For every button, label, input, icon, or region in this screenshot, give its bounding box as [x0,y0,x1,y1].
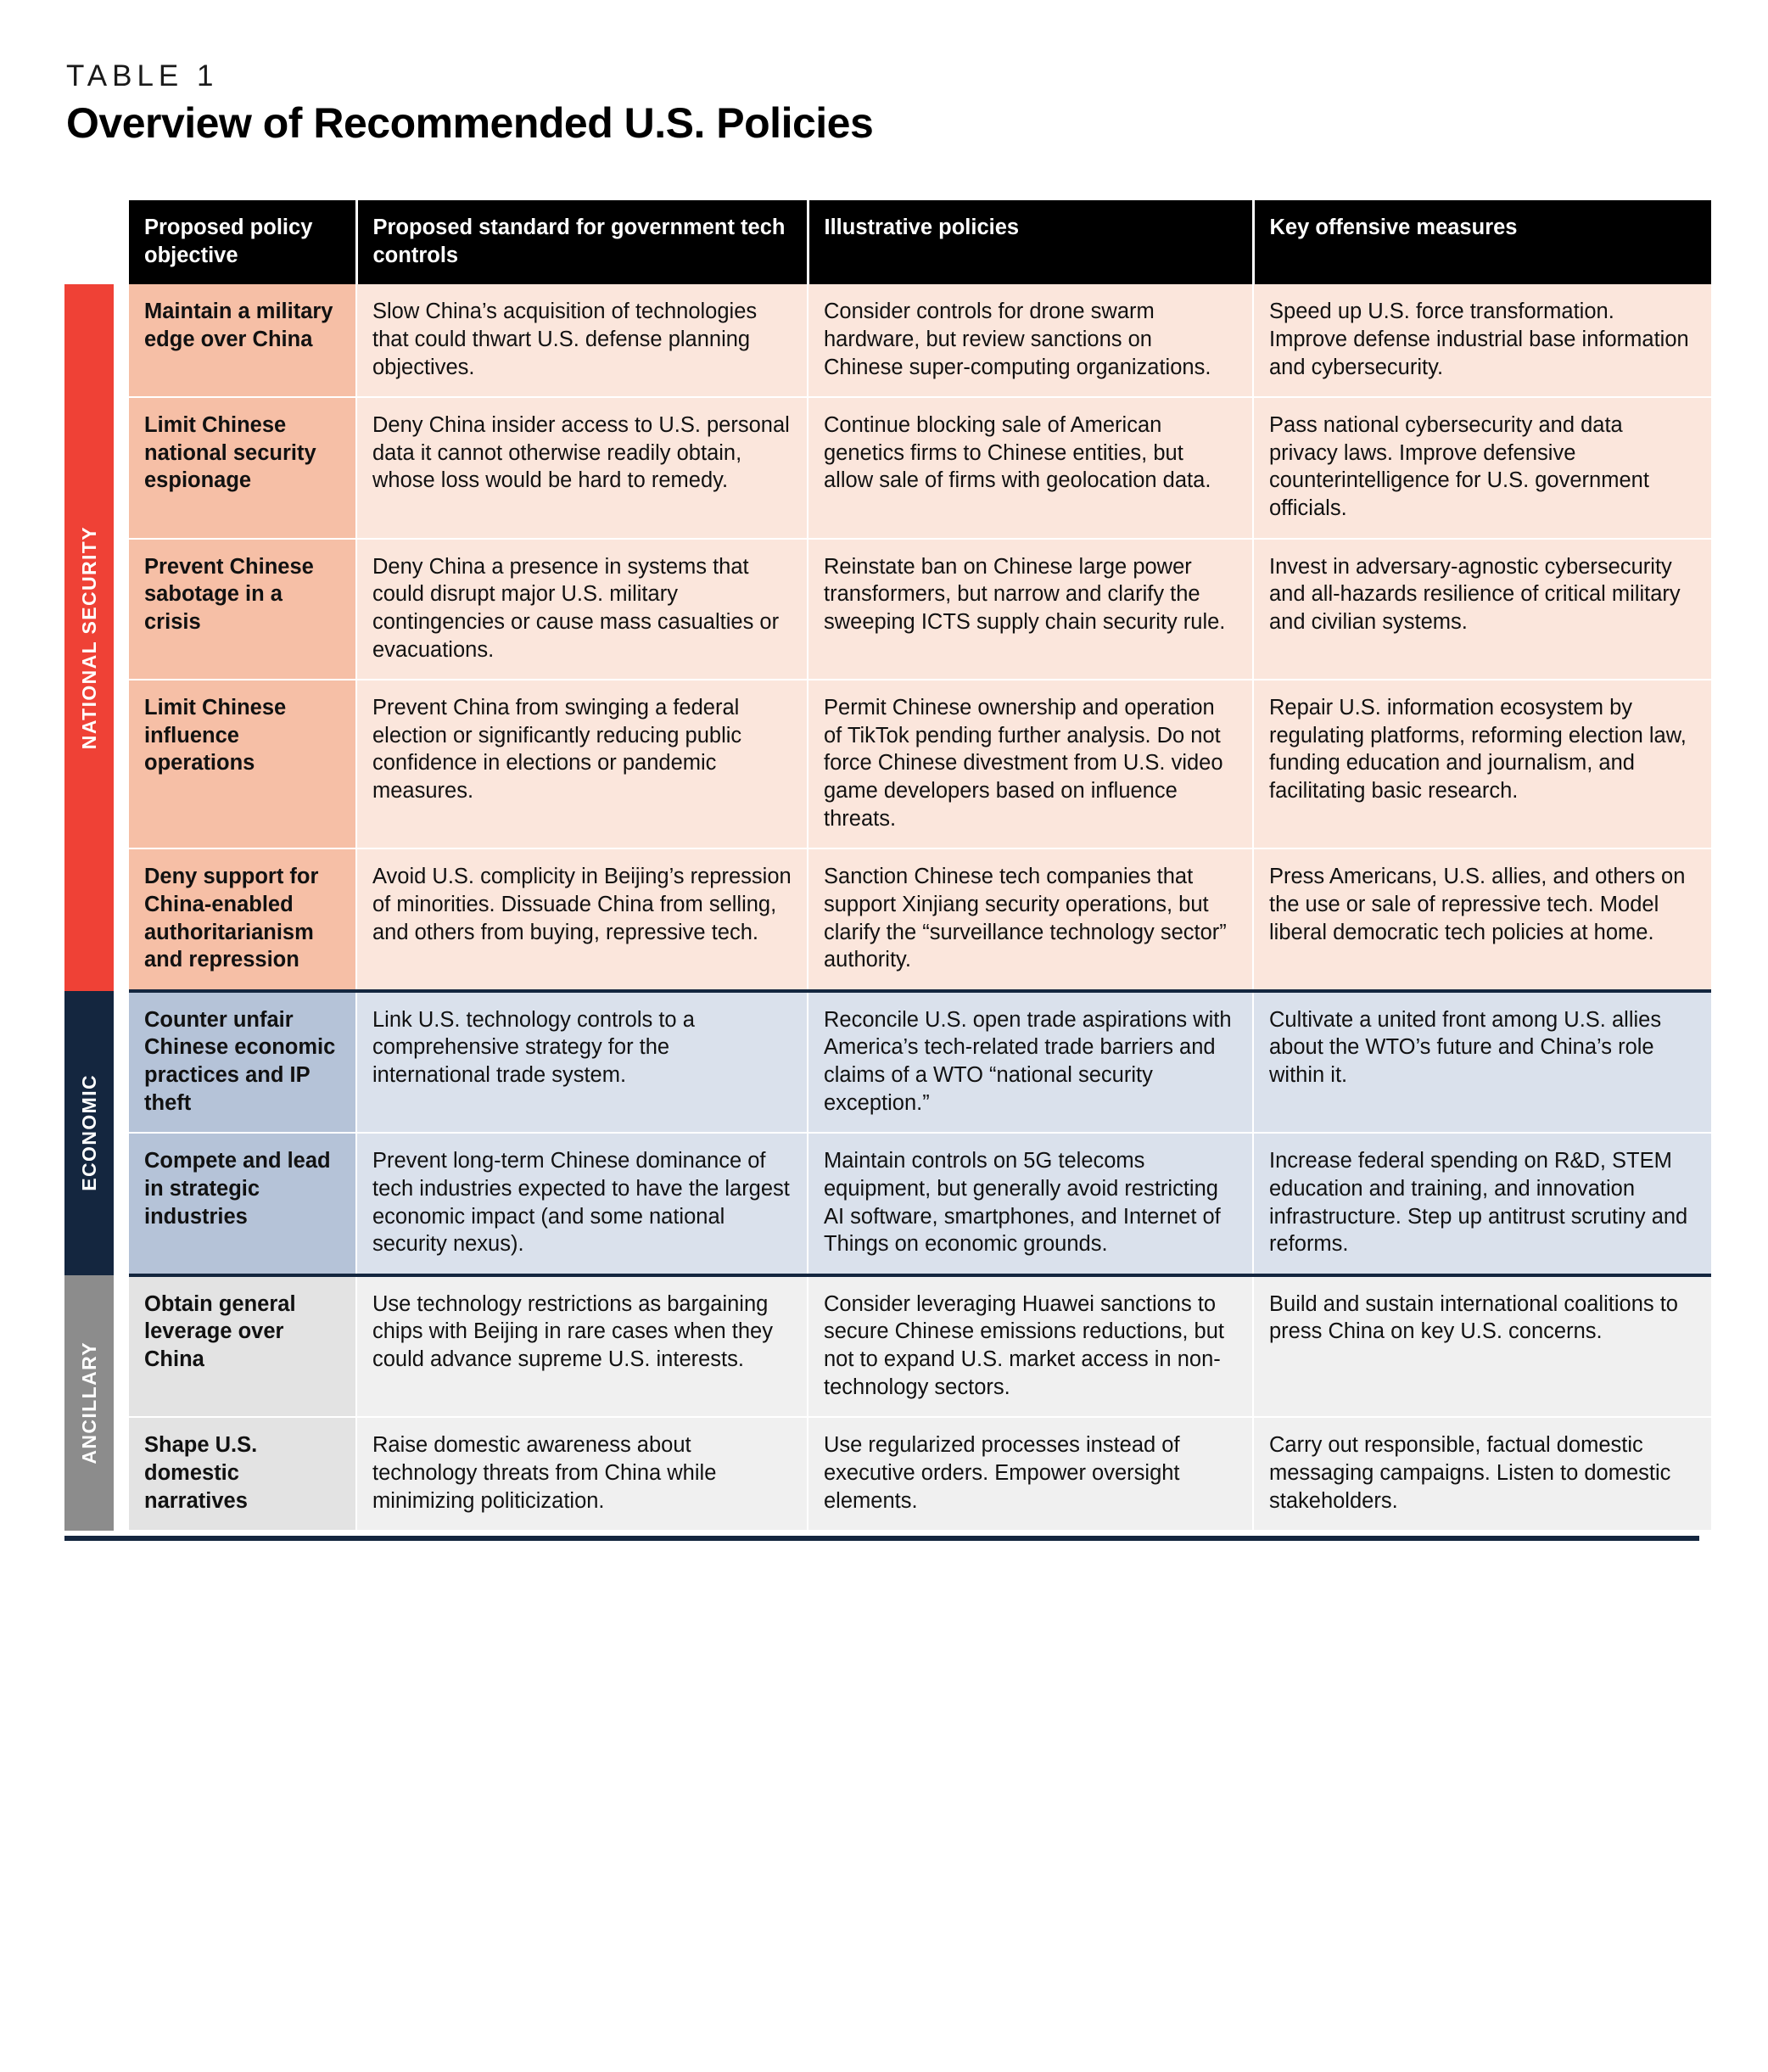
cell-standard: Deny China a presence in systems that could disrupt major U.S. military contingencies or cause mass casualties or evacuations. [356,539,808,680]
section-rail-ancillary [64,1275,114,1531]
cell-standard: Slow China’s acquisition of technologies that could thwart U.S. defense planning objectives. [356,284,808,397]
bottom-rule [64,1536,1699,1541]
cell-policies: Maintain controls on 5G telecoms equipment, but generally avoid restricting AI software, smartphones, and Internet of Things on economic grounds. [808,1133,1253,1275]
cell-standard: Prevent China from swinging a federal election or significantly reducing public confidence in elections or pandemic measures. [356,680,808,848]
cell-objective: Shape U.S. domestic narratives [129,1417,356,1531]
cell-standard: Use technology restrictions as bargaining chips with Beijing in rare cases when they could advance supreme U.S. interests. [356,1275,808,1418]
cell-policies: Permit Chinese ownership and operation of TikTok pending further analysis. Do not force Chinese divestment from U.S. video game developers based on influence threats. [808,680,1253,848]
cell-policies: Sanction Chinese tech companies that support Xinjiang security operations, but clarify the “surveillance technology sector” authority. [808,848,1253,991]
cell-offensive: Build and sustain international coalitions to press China on key U.S. concerns. [1253,1275,1711,1418]
cell-objective: Maintain a military edge over China [129,284,356,397]
column-header-offensive: Key offensive measures [1253,200,1711,284]
header-row [129,200,1711,284]
cell-objective: Limit Chinese national security espionage [129,397,356,539]
table-eyebrow: TABLE 1 [66,59,219,92]
cell-policies: Consider controls for drone swarm hardware, but review sanctions on Chinese super-computing organizations. [808,284,1253,397]
column-header-objective: Proposed policy objective [129,200,356,284]
section-rail-label: ECONOMIC [77,1074,100,1192]
table-row [129,1417,1711,1531]
column-header-policies: Illustrative policies [808,200,1253,284]
cell-objective: Compete and lead in strategic industries [129,1133,356,1275]
section-rail-label: NATIONAL SECURITY [77,525,100,750]
table-row [129,1133,1711,1275]
cell-objective: Prevent Chinese sabotage in a crisis [129,539,356,680]
cell-standard: Link U.S. technology controls to a comprehensive strategy for the international trade system. [356,991,808,1134]
page-title: Overview of Recommended U.S. Policies [66,99,874,147]
cell-offensive: Repair U.S. information ecosystem by regulating platforms, reforming election law, funding education and journalism, and facilitating basic research. [1253,680,1711,848]
cell-objective: Obtain general leverage over China [129,1275,356,1418]
cell-standard: Deny China insider access to U.S. personal data it cannot otherwise readily obtain, whose loss would be hard to remedy. [356,397,808,539]
cell-offensive: Speed up U.S. force transformation. Improve defense industrial base information and cybersecurity. [1253,284,1711,397]
cell-policies: Reconcile U.S. open trade aspirations with America’s tech-related trade barriers and claims of a WTO “national security exception.” [808,991,1253,1134]
cell-standard: Raise domestic awareness about technology threats from China while minimizing politicization. [356,1417,808,1531]
cell-policies: Reinstate ban on Chinese large power transformers, but narrow and clarify the sweeping ICTS supply chain security rule. [808,539,1253,680]
cell-offensive: Invest in adversary-agnostic cybersecurity and all-hazards resilience of critical military and civilian systems. [1253,539,1711,680]
cell-standard: Prevent long-term Chinese dominance of tech industries expected to have the largest economic impact (and some national security nexus). [356,1133,808,1275]
cell-policies: Continue blocking sale of American genetics firms to Chinese entities, but allow sale of firms with geolocation data. [808,397,1253,539]
cell-offensive: Carry out responsible, factual domestic messaging campaigns. Listen to domestic stakeholders. [1253,1417,1711,1531]
cell-policies: Use regularized processes instead of executive orders. Empower oversight elements. [808,1417,1253,1531]
table-row [129,1275,1711,1418]
cell-offensive: Cultivate a united front among U.S. allies about the WTO’s future and China’s role within it. [1253,991,1711,1134]
cell-standard: Avoid U.S. complicity in Beijing’s repression of minorities. Dissuade China from selling, and others from buying, repressive tech. [356,848,808,991]
cell-objective: Limit Chinese influence operations [129,680,356,848]
table-row [129,848,1711,991]
table-row [129,397,1711,539]
policy-table [129,200,1711,1532]
table-head [129,200,1711,284]
table-row [129,991,1711,1134]
table-row [129,680,1711,848]
table-body [129,284,1711,1531]
cell-offensive: Pass national cybersecurity and data privacy laws. Improve defensive counterintelligence for U.S. government officials. [1253,397,1711,539]
table-row [129,284,1711,397]
cell-offensive: Press Americans, U.S. allies, and others on the use or sale of repressive tech. Model liberal democratic tech policies at home. [1253,848,1711,991]
cell-objective: Counter unfair Chinese economic practices and IP theft [129,991,356,1134]
table-row [129,539,1711,680]
cell-offensive: Increase federal spending on R&D, STEM education and training, and innovation infrastructure. Step up antitrust scrutiny and reforms. [1253,1133,1711,1275]
cell-objective: Deny support for China-enabled authoritarianism and repression [129,848,356,991]
cell-policies: Consider leveraging Huawei sanctions to secure Chinese emissions reductions, but not to expand U.S. market access in non-technology sectors. [808,1275,1253,1418]
section-rail-national-security [64,284,114,991]
section-rail-label: ANCILLARY [77,1341,100,1464]
column-header-standard: Proposed standard for government tech controls [356,200,808,284]
section-rail-economic [64,991,114,1275]
